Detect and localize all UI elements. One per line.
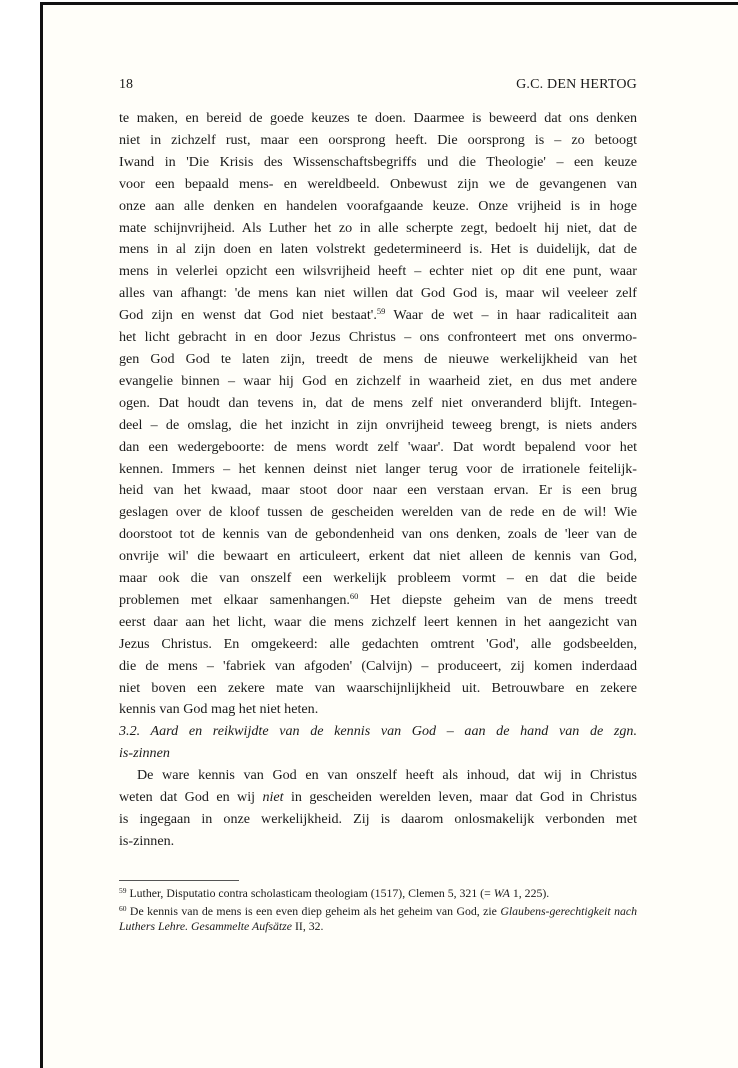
text-line: Jezus Christus. En omgekeerd: alle gedachten omtrent 'God', alle godsbeelden, — [119, 635, 637, 652]
paragraph-1 — [119, 108, 637, 721]
text-line: onze aan alle denken en handelen voorafgaande keuze. Onze vrijheid is in hoge — [119, 197, 637, 214]
footnote-text: II, 32. — [292, 919, 324, 933]
text-line: is ingegaan in onze werkelijkheid. Zij is daarom onlosmakelijk verbonden met — [119, 811, 637, 827]
text-segment: problemen met elkaar samenhangen. — [119, 591, 350, 608]
text-line — [119, 590, 637, 612]
footnote-text: De kennis van de mens is een even diep geheim als het geheim van God, zie — [126, 904, 501, 918]
section-heading-line: is-zinnen — [119, 745, 170, 762]
text-line: voor een bepaald mens- en wereldbeeld. Onbewust zijn we de gevangenen van — [119, 175, 637, 192]
emphasis: niet — [262, 789, 284, 806]
footnote-title: Glaubens-gerechtigkeit nach Luthers Lehre. Gesammelte Aufsätze — [119, 904, 637, 933]
text-line: onvrije wil' die bewaart en articuleert, erkent dat niet alleen de kennis van God, — [119, 548, 637, 565]
text-line: alles van afhangt: 'de mens kan niet willen dat God God is, maar wil veeleer zelf — [119, 285, 637, 302]
text-line — [119, 305, 637, 327]
section-heading — [119, 721, 637, 765]
text-line: doorstoot tot de kennis van de gebondenheid van ons denken, zoals de 'leer van de — [119, 526, 637, 543]
text-segment: weten dat God en wij — [119, 789, 263, 806]
text-line: die de mens – 'fabriek van afgoden' (Calvijn) – produceert, zij komen inderdaad — [119, 657, 637, 674]
text-line: gen God God te laten zijn, treedt de mens de nieuwe werkelijkheid van het — [119, 350, 637, 367]
text-line: niet boven een zekere mate van waarschijnlijkheid uit. Betrouwbare en zekere — [119, 679, 637, 696]
footnote-text: 1, 225). — [509, 886, 550, 900]
page-number: 18 — [119, 77, 133, 92]
text-line: te maken, en bereid de goede keuzes te doen. Daarmee is beweerd dat ons denken — [119, 110, 637, 126]
text-line: Iwand in 'Die Krisis des Wissenschaftsbegriffs und die Theologie' – een keuze — [119, 153, 637, 170]
text-segment: Waar de wet – in haar radicaliteit aan — [385, 307, 637, 324]
text-segment: in gescheiden werelden leven, maar dat God in Christus — [283, 789, 637, 806]
footnote-ref-60[interactable]: 60 — [349, 590, 359, 601]
text-line: heid van het kwaad, maar stoot door naar een verstaan ervan. Er is een brug — [119, 482, 637, 499]
page-header — [119, 76, 637, 96]
text-line: niet in zichzelf rust, maar een oorsprong heeft. Die oorsprong is – zo betoogt — [119, 131, 637, 148]
text-line: maar ook die van onszelf een werkelijk probleem vormt – en dat die beide — [119, 570, 637, 587]
footnote-60 — [119, 904, 637, 934]
text-line: deel – de omslag, die het inzicht in zijn onvrijheid teweeg brengt, is niets anders — [119, 416, 637, 433]
footnote-number: 60 — [119, 904, 127, 913]
text-segment: God zijn en wenst dat God niet bestaat'. — [119, 307, 377, 324]
text-line: De ware kennis van God en van onszelf heeft als inhoud, dat wij in Christus — [137, 767, 637, 784]
text-line: is-zinnen. — [119, 832, 175, 849]
text-line: mens in al zijn doen en laten volstrekt gedetermineerd is. Het is duidelijk, dat de — [119, 241, 637, 258]
text-line: evangelie binnen – waar hij God en zichzelf in waarheid ziet, en dus met andere — [119, 372, 637, 389]
running-head: G.C. DEN HERTOG — [516, 77, 637, 92]
text-line — [119, 787, 637, 809]
text-line: dan een wedergeboorte: de mens wordt zelf 'waar'. Dat wordt bepalend voor het — [119, 438, 637, 455]
text-line: geslagen over de kloof tussen de gescheiden werelden van de rede en de wil! Wie — [119, 504, 637, 521]
body-text — [119, 108, 637, 853]
footnote-abbrev: WA — [493, 886, 510, 900]
footnote-59 — [119, 886, 637, 901]
footnote-number: 59 — [119, 886, 127, 895]
footnote-text: Luther, Disputatio contra scholasticam theologiam (1517), Clemen 5, 321 (= — [126, 886, 494, 900]
paragraph-2 — [119, 765, 637, 853]
text-segment: Het diepste geheim van de mens treedt — [358, 591, 638, 608]
footnote-rule — [119, 880, 239, 881]
text-line: het licht gebracht in en door Jezus Christus – ons confronteert met ons onvermo- — [119, 329, 637, 346]
text-line: mate schijnvrijheid. Als Luther het zo in alle scherpte zegt, bedoelt hij niet, dat de — [119, 219, 637, 236]
text-line: mens in velerlei opzicht een wilsvrijheid heeft – echter niet op dit ene punt, waar — [119, 263, 637, 280]
footnote-ref-59[interactable]: 59 — [376, 306, 386, 317]
section-heading-line: 3.2. Aard en reikwijdte van de kennis van God – aan de hand van de zgn. — [119, 723, 637, 740]
footnotes — [119, 886, 637, 937]
text-line: kennen. Immers – het kennen deinst niet langer terug voor de irrationele feitelijk- — [119, 460, 637, 477]
text-line: eerst daar aan het licht, waar die mens zichzelf leert kennen in het aangezicht van — [119, 613, 637, 630]
text-line: ogen. Dat houdt dan tevens in, dat de mens zelf niet onveranderd blijft. Integen- — [119, 394, 637, 411]
text-line: kennis van God mag het niet heten. — [119, 701, 319, 718]
